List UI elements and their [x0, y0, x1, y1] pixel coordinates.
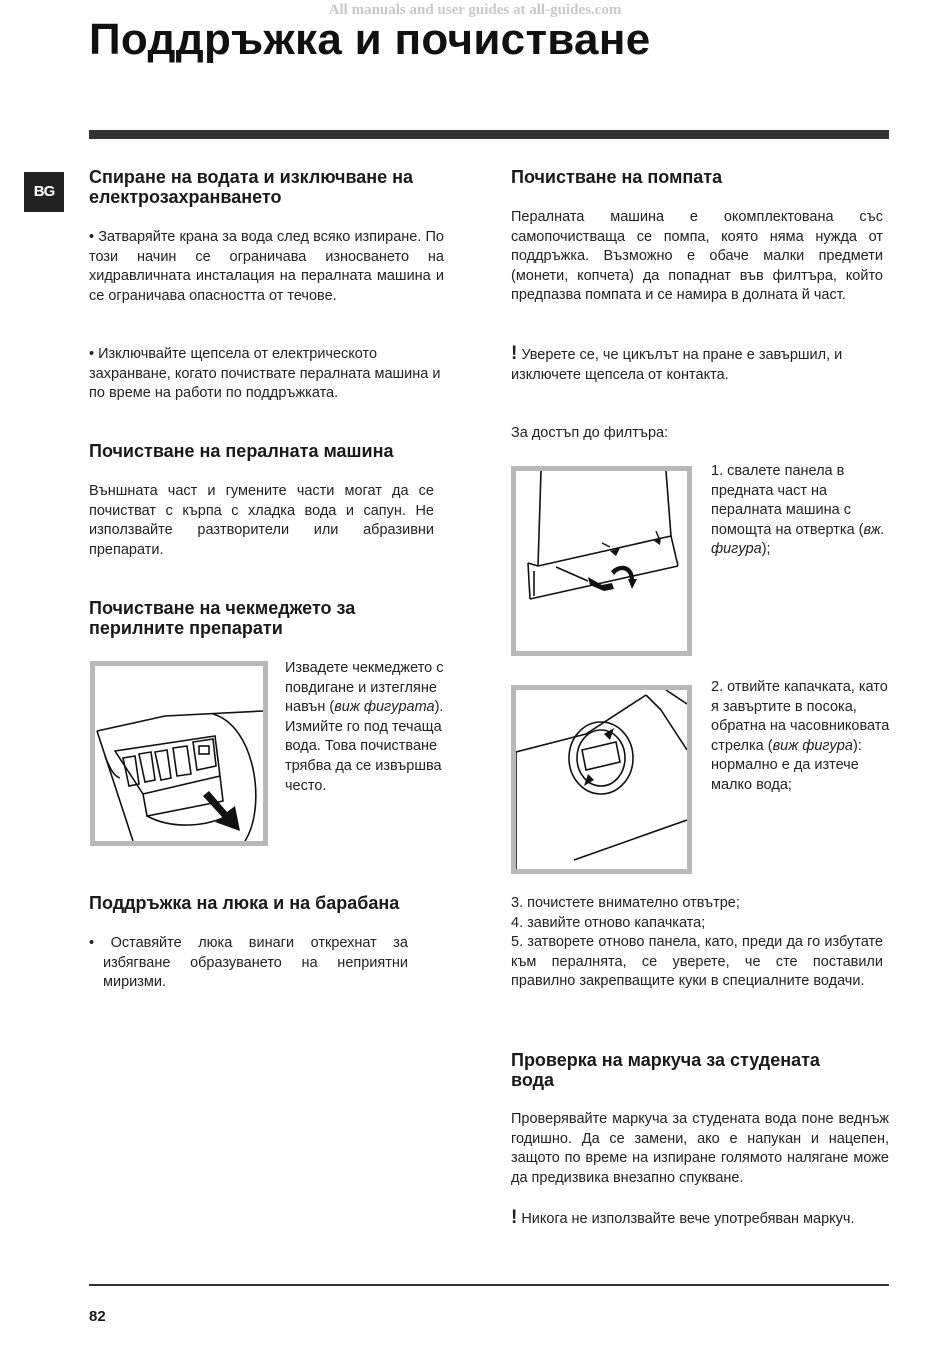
section-title-water-power: Спиране на водата и изключване на електрозахранването	[89, 167, 414, 207]
step-1-text-a: 1. свалете панела в предната част на пералната машина с помощта на отвертка (	[711, 463, 864, 538]
drawer-illustration	[95, 666, 263, 841]
warning-icon: !	[511, 343, 518, 364]
hose-paragraph: Проверявайте маркуча за студената вода поне веднъж годишно. Да се замени, ако е напукан и нацепен, защото по време на изпиране голямото налягане може да предизвика внезапно спукване.	[511, 1111, 889, 1186]
drawer-text-em: виж фигурата	[334, 699, 435, 716]
water-power-paragraph-2: • Изключвайте щепсела от електрическото захранване, когато почиствате пералната машина и по време на работи по поддръжката.	[89, 346, 441, 402]
drawer-figure	[90, 661, 268, 846]
panel-figure	[511, 466, 692, 656]
step-5: 5. затворете отново панела, като, преди да го избутате към пералнята, се уверете, че сте поставили правилно закрепващите куки в специалните водачи.	[511, 934, 883, 990]
drawer-title-line-1: Почистване на чекмеджето за	[89, 598, 356, 618]
filter-access-label: За достъп до филтъра:	[511, 425, 669, 441]
page-number: 82	[89, 1308, 106, 1325]
step-1-text-em: вж. фигура	[711, 521, 885, 558]
hose-warning-text: Никога не използвайте вече употребяван маркуч.	[521, 1211, 855, 1227]
step-3: 3. почистете внимателно отвътре;	[511, 895, 740, 911]
water-power-paragraph-1: • Затваряйте крана за вода след всяко изпиране. По този начин се ограничава износването на хидравличната инсталация на пералната машина и се ограничава опасността от течове.	[89, 229, 444, 304]
panel-illustration	[516, 471, 687, 651]
language-tab: BG	[24, 172, 64, 212]
top-divider	[89, 130, 889, 139]
steps-3-5	[511, 894, 883, 992]
page-title: Поддръжка и почистване	[89, 15, 651, 64]
step-4: 4. завийте отново капачката;	[511, 914, 706, 931]
drawer-title-line-2: перилните препарати	[89, 618, 283, 638]
section-title-hose-check: Проверка на маркуча за студената вода	[511, 1050, 820, 1090]
section-title-pump-cleaning: Почистване на помпата	[511, 167, 723, 187]
watermark: All manuals and user guides at all-guides.com	[328, 2, 622, 18]
step-2-text-a: 2. отвийте капачката, като я завъртите в посока, обратна на часовниковата стрелка (	[711, 679, 890, 754]
cap-illustration	[516, 690, 687, 869]
cap-figure	[511, 685, 692, 874]
section-title-door-drum: Поддръжка на люка и на барабана	[89, 893, 400, 913]
warning-icon-2: !	[511, 1207, 518, 1228]
drawer-instructions	[285, 659, 455, 796]
pump-warning	[511, 344, 891, 385]
section-title-drawer-cleaning	[89, 598, 469, 638]
pump-paragraph: Пералната машина е окомплектована със самопочистваща се помпа, която няма нужда от поддръжка. Възможно е обаче малки предмети (монети, копчета) да попаднат във филтъра, който предпазва помпата и се намира в долната й част.	[511, 209, 883, 304]
pump-warning-text: Уверете се, че цикълът на пране е завършил, и изключете щепсела от контакта.	[511, 347, 843, 383]
step-1-text-b: );	[761, 541, 771, 558]
drawer-text-b: ). Измийте го под течаща вода. Това почистване трябва да се извършва често.	[285, 699, 444, 794]
step-1	[711, 462, 889, 560]
step-2	[711, 678, 891, 796]
hose-warning	[511, 1208, 856, 1230]
door-drum-paragraph: • Оставяйте люка винаги открехнат за избягване образуването на неприятни миризми.	[89, 935, 408, 991]
step-2-text-em: виж фигура	[772, 737, 853, 754]
drawer-text-a: Извадете чекмеджето с повдигане и изтегляне навън (	[285, 660, 444, 716]
step-2-text-b: ): нормално е да изтече малко вода;	[711, 737, 862, 793]
section-title-machine-cleaning: Почистване на пералната машина	[89, 441, 394, 461]
machine-cleaning-paragraph: Външната част и гумените части могат да се почистват с кърпа с хладка вода и сапун. Не използвайте разтворители или абразивни препарати.	[89, 483, 434, 558]
bottom-divider	[89, 1284, 889, 1286]
